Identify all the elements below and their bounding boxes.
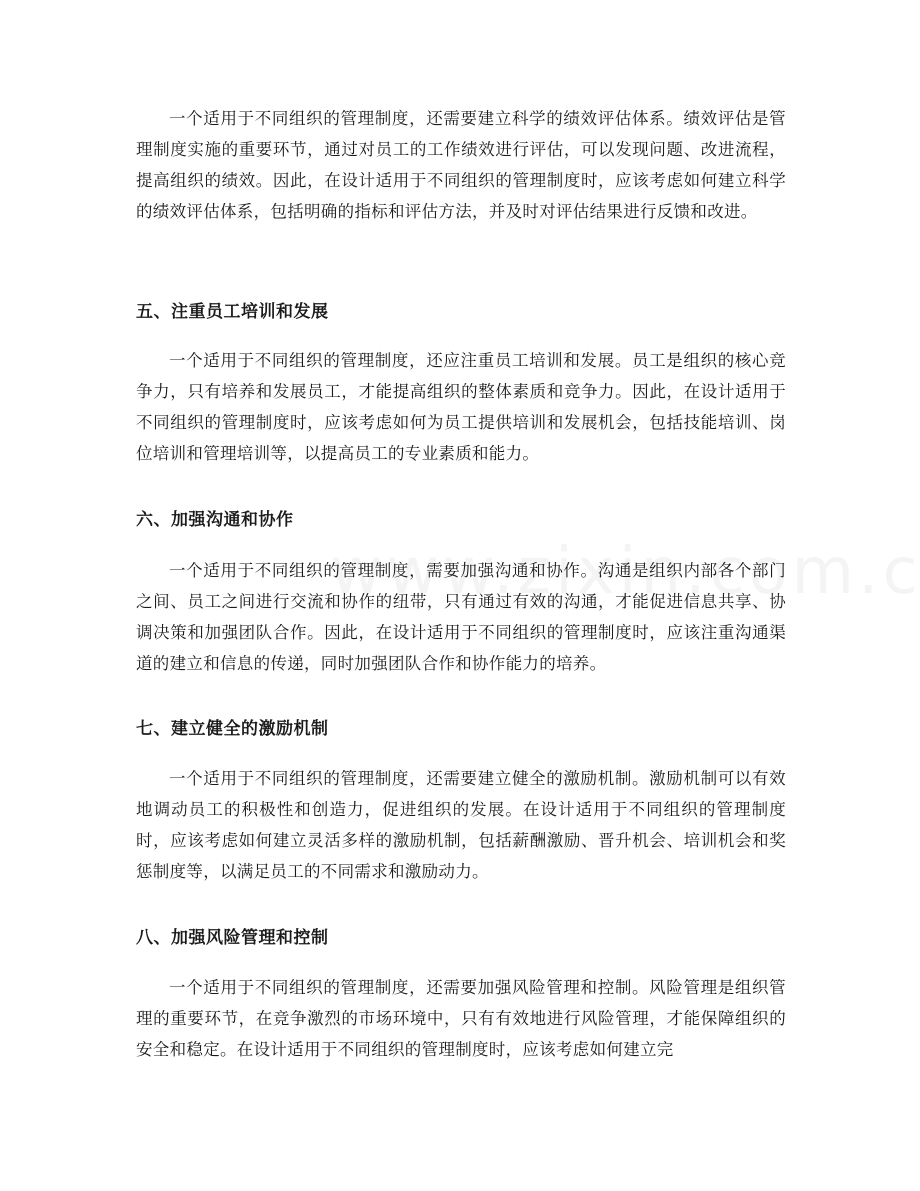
paragraph-incentive-mechanism: 一个适用于不同组织的管理制度，还需要建立健全的激励机制。激励机制可以有效地调动员工的积极性和创造力，促进组织的发展。在设计适用于不同组织的管理制度时，应该考虑如何建立灵活多样的激励机制，包括薪酬激励、晋升机会、培训机会和奖惩制度等，以满足员工的不同需求和激励动力。 (136, 769, 786, 881)
paragraph-performance-evaluation: 一个适用于不同组织的管理制度，还需要建立科学的绩效评估体系。绩效评估是管理制度实施的重要环节，通过对员工的工作绩效进行评估，可以发现问题、改进流程，提高组织的绩效。因此，在设计适用于不同组织的管理制度时，应该考虑如何建立科学的绩效评估体系，包括明确的指标和评估方法，并及时对评估结果进行反馈和改进。 (136, 109, 786, 221)
heading-incentive-mechanism: 七、建立健全的激励机制 (136, 719, 329, 739)
heading-communication: 六、加强沟通和协作 (136, 510, 294, 530)
heading-employee-training: 五、注重员工培训和发展 (136, 302, 329, 322)
paragraph-communication: 一个适用于不同组织的管理制度，需要加强沟通和协作。沟通是组织内部各个部门之间、员工之间进行交流和协作的纽带，只有通过有效的沟通，才能促进信息共享、协调决策和加强团队合作。因此，在设计适用于不同组织的管理制度时，应该注重沟通渠道的建立和信息的传递，同时加强团队合作和协作能力的培养。 (136, 561, 786, 673)
paragraph-employee-training: 一个适用于不同组织的管理制度，还应注重员工培训和发展。员工是组织的核心竞争力，只有培养和发展员工，才能提高组织的整体素质和竞争力。因此，在设计适用于不同组织的管理制度时，应该考虑如何为员工提供培训和发展机会，包括技能培训、岗位培训和管理培训等，以提高员工的专业素质和能力。 (136, 351, 786, 463)
heading-risk-management: 八、加强风险管理和控制 (136, 928, 329, 948)
paragraph-risk-management: 一个适用于不同组织的管理制度，还需要加强风险管理和控制。风险管理是组织管理的重要环节，在竞争激烈的市场环境中，只有有效地进行风险管理，才能保障组织的安全和稳定。在设计适用于不同组织的管理制度时，应该考虑如何建立完 (136, 978, 786, 1059)
